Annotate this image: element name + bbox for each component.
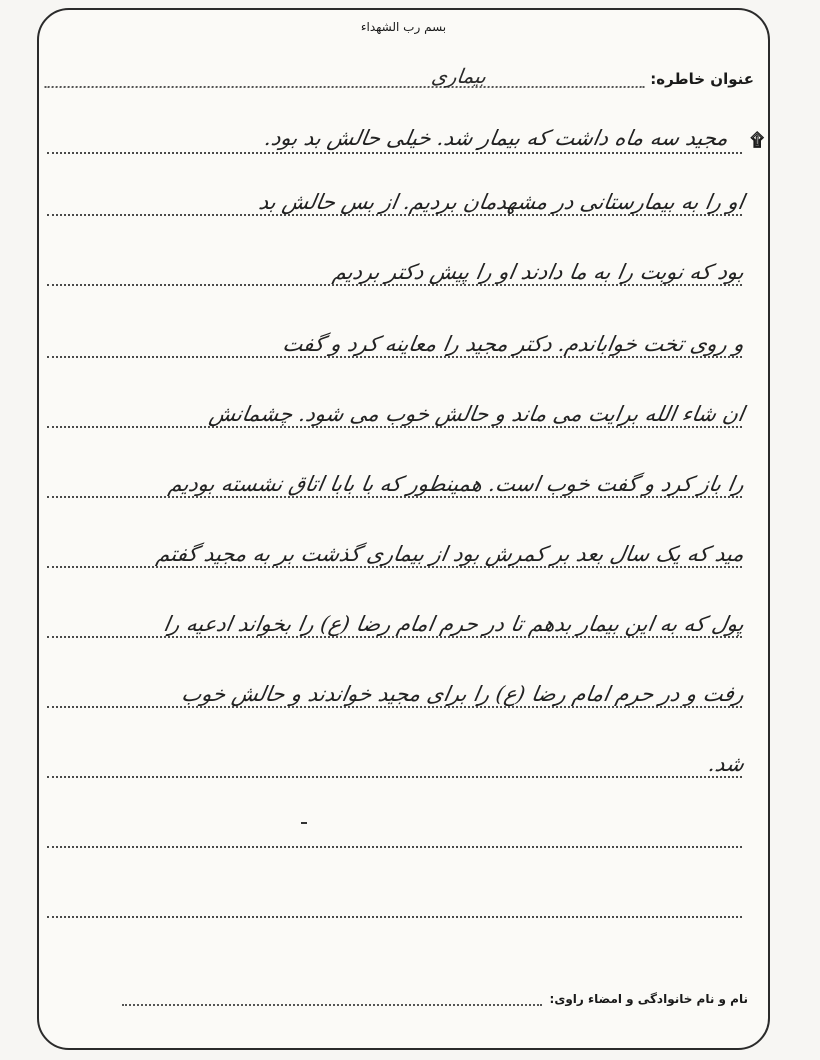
memoir-line: پول که به این بیمار بدهم تا در حرم امام رضا (ع) را بخواند ادعیه را <box>161 612 747 636</box>
ruled-line <box>47 846 742 848</box>
ruled-line <box>47 426 742 428</box>
narrator-signature-row <box>122 992 748 1006</box>
ruled-line <box>47 214 742 216</box>
memoir-title-label: عنوان خاطره: <box>650 70 754 88</box>
ruled-line <box>47 566 742 568</box>
ruled-lines <box>39 10 768 1048</box>
ink-speck <box>301 822 307 824</box>
memoir-line: مید که یک سال بعد بر کمرش بود از بیماری گذشت بر به مجید گفتم <box>154 542 747 566</box>
invocation-heading: بسم رب الشهداء <box>360 20 447 34</box>
memoir-title-value: بیماری <box>45 66 648 88</box>
memoir-line: را باز کرد و گفت خوب است. همینطور که با بابا اتاق نشسته بودیم <box>166 472 747 496</box>
memoir-line: او را به بیمارستانی در مشهدمان بردیم. از بس حالش بد <box>256 190 747 214</box>
ruled-line <box>47 152 742 154</box>
memoir-line: بود که نوبت را به ما دادند او را پیش دکتر بردیم <box>331 260 747 284</box>
narrator-label: نام و نام خانوادگی و امضاء راوی: <box>549 992 748 1006</box>
memoir-line: رفت و در حرم امام رضا (ع) را برای مجید خواندند و حالش خوب <box>179 682 747 706</box>
start-mark: ۩ <box>750 130 764 151</box>
ruled-line <box>47 284 742 286</box>
narrator-signature-line <box>122 994 542 1006</box>
memoir-line: و روی تخت خواباندم. دکتر مجید را معاینه کرد و گفت <box>280 332 747 356</box>
ruled-line <box>47 496 742 498</box>
ruled-line <box>47 776 742 778</box>
memoir-line: ان شاء الله برایت می ماند و حالش خوب می شود. چشمانش <box>207 402 747 426</box>
ruled-line <box>47 916 742 918</box>
memoir-line: شد. <box>706 752 747 776</box>
ruled-line <box>47 706 742 708</box>
ruled-line <box>47 636 742 638</box>
ruled-line <box>47 356 742 358</box>
memoir-form-sheet <box>37 8 770 1050</box>
memoir-line: مجید سه ماه داشت که بیمار شد. خیلی حالش بد بود. <box>262 126 731 150</box>
